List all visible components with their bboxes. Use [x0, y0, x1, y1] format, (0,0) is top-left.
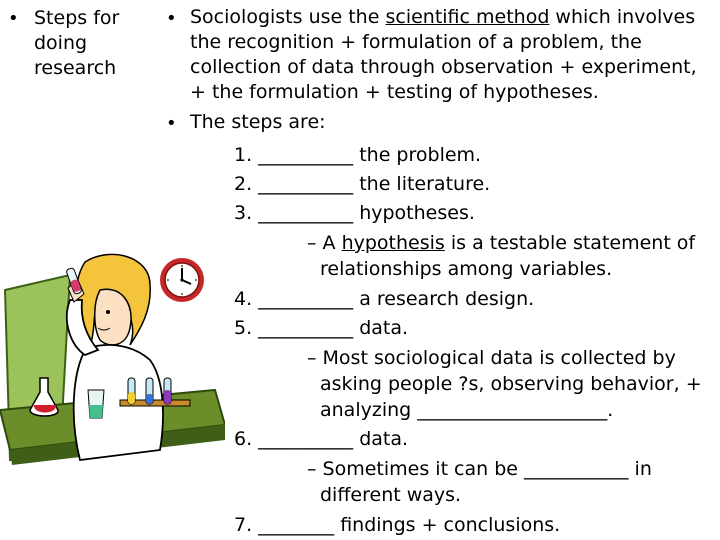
hypothesis-term: hypothesis — [341, 232, 445, 254]
data-note-line-2: asking people ?s, observing behavior, + — [320, 373, 702, 395]
hypothesis-note-line-2: relationships among variables. — [320, 258, 613, 280]
wall-clock-icon — [160, 258, 204, 302]
data-note-line-3: analyzing ____________________. — [320, 399, 614, 421]
hypothesis-note-post: is a testable statement of — [444, 232, 696, 254]
intro-line-3: collection of data through observation + experiment, — [190, 56, 697, 78]
steps-bullet: • — [166, 113, 177, 134]
hypothesis-note-pre: – A — [307, 232, 342, 254]
sidebar-bullet: • — [8, 8, 19, 29]
step-7: 7. ________ findings + conclusions. — [234, 514, 561, 536]
step-4: 4. __________ a research design. — [234, 288, 535, 310]
hypothesis-note-line-1 — [307, 231, 695, 256]
intro-line-4: + the formulation + testing of hypotheses. — [190, 81, 599, 103]
scientist-clipart-icon — [0, 250, 225, 540]
step-2: 2. __________ the literature. — [234, 173, 491, 195]
intro-bullet: • — [166, 8, 177, 29]
step-3: 3. __________ hypotheses. — [234, 202, 475, 224]
intro-post: which involves — [549, 6, 696, 28]
steps-intro: The steps are: — [190, 111, 326, 133]
step-6: 6. __________ data. — [234, 428, 409, 450]
intro-pre: Sociologists use the — [190, 6, 386, 28]
scientific-method-term: scientific method — [385, 6, 550, 28]
step-5: 5. __________ data. — [234, 317, 409, 339]
interpret-note-line-2: different ways. — [320, 484, 462, 506]
intro-line-2: the recognition + formulation of a problem, the — [190, 31, 642, 53]
interpret-note-line-1: – Sometimes it can be ___________ in — [307, 458, 652, 480]
step-1: 1. __________ the problem. — [234, 144, 482, 166]
intro-line-1 — [190, 5, 695, 30]
sidebar-title: Steps for doing research — [34, 7, 120, 79]
data-note-line-1: – Most sociological data is collected by — [307, 347, 676, 369]
